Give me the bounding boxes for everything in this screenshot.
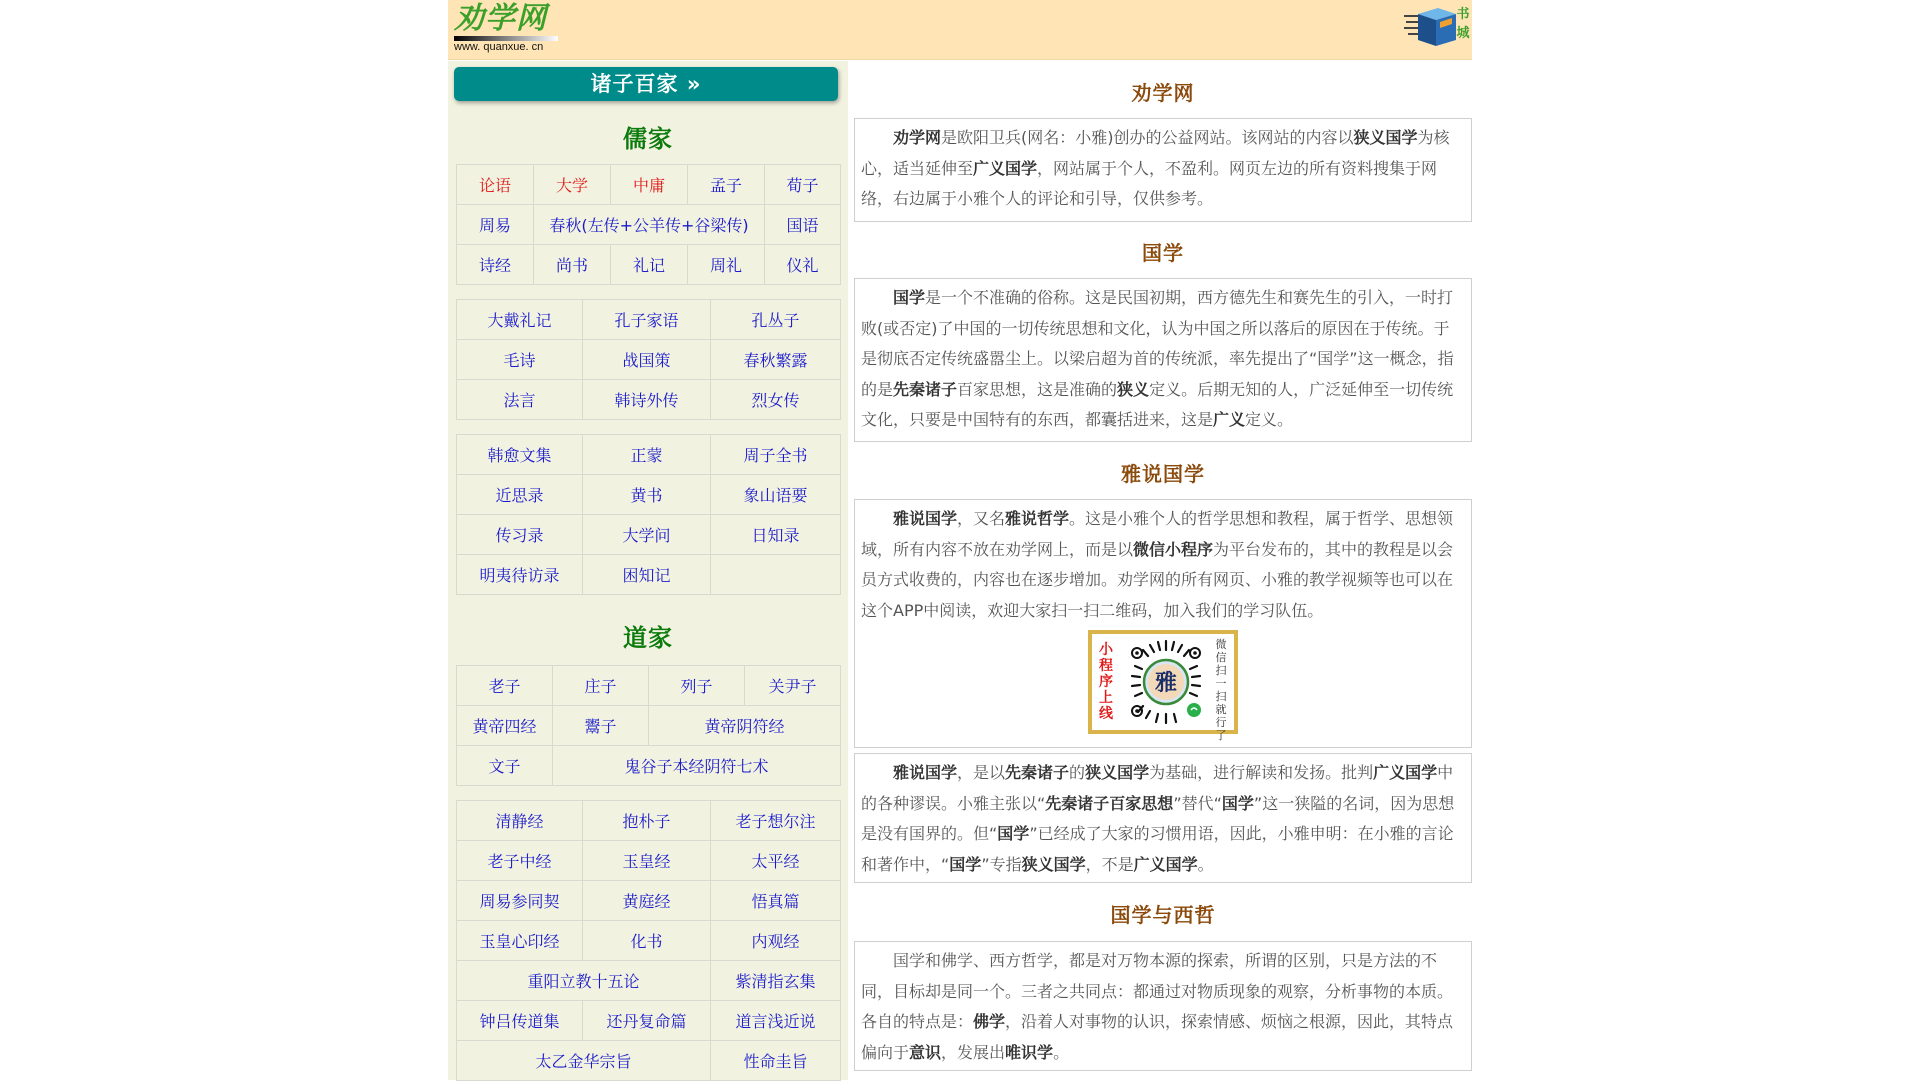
bold-term: 先秦诸子 [893,379,958,399]
link-wuzhenpian[interactable]: 悟真篇 [711,881,841,921]
bold-term: 唯识学 [1005,1042,1054,1062]
link-chongyanglijiao[interactable]: 重阳立教十五论 [457,961,711,1001]
link-lunyu[interactable]: 论语 [457,165,534,205]
bold-term: 先秦诸子百家思想 [1045,793,1174,813]
link-huangdisijing[interactable]: 黄帝四经 [457,706,553,746]
link-hanyuwenji[interactable]: 韩愈文集 [457,435,583,475]
link-chunqiufanlu[interactable]: 春秋繁露 [711,340,841,380]
section-title-guoxue: 国学 [1142,241,1184,265]
link-shangshu[interactable]: 尚书 [534,245,611,285]
bold-term: 狭义 [1117,379,1150,399]
link-maoshi[interactable]: 毛诗 [457,340,583,380]
section-box-guoxueyuxizhe [854,941,1472,1071]
link-fayan[interactable]: 法言 [457,380,583,420]
link-wenzi[interactable]: 文子 [457,746,553,786]
link-kongcongzi[interactable]: 孔丛子 [711,300,841,340]
link-mengzi[interactable]: 孟子 [688,165,765,205]
site-header [448,0,1472,60]
link-rizhilu[interactable]: 日知录 [711,515,841,555]
dao-table-2 [456,800,841,1081]
link-liji[interactable]: 礼记 [611,245,688,285]
link-zhouziquanshu[interactable]: 周子全书 [711,435,841,475]
bold-term: 微信小程序 [1133,539,1214,559]
section-box-yashuoguoxue [854,499,1472,748]
qr-container [861,626,1465,740]
link-xunzi[interactable]: 荀子 [765,165,841,205]
bold-term: 广义国学 [1373,763,1438,782]
link-zhouli[interactable]: 周礼 [688,245,765,285]
link-huandanfumingpian[interactable]: 还丹复命篇 [583,1001,711,1041]
section-title-yashuoguoxue: 雅说国学 [1121,462,1205,486]
link-kunzhiji[interactable]: 困知记 [583,555,711,595]
category-button-zhuzibaijia[interactable]: 诸子百家 » [454,67,838,101]
link-zhouyi[interactable]: 周易 [457,205,534,245]
dao-table-1 [456,665,841,786]
paragraph: 国学是一个不准确的俗称。这是民国初期，西方德先生和赛先生的引入，一时打败(或否定)了中国的一切传统思想和文化，认为中国之所以落后的原因在于传统。于是彻底否定传统盛嚣尘上。以梁启超为首的传统派，率先提出了“国学”这一概念，指的是先秦诸子百家思想，这是准确的狭义定义。后期无知的人，广泛延伸至一切传统文化，只要是中国特有的东西，都囊括进来，这是广义定义。 [861,288,1454,429]
link-huangtingjing[interactable]: 黄庭经 [583,881,711,921]
link-hanshiwaizhuan[interactable]: 韩诗外传 [583,380,711,420]
empty-cell [711,555,841,595]
bold-term: 广义国学 [973,158,1038,178]
link-zhonglvchuandaoji[interactable]: 钟吕传道集 [457,1001,583,1041]
book-shop-icon[interactable] [1402,4,1458,48]
section-box-yashuoguoxue-2 [854,753,1472,883]
link-zhengmeng[interactable]: 正蒙 [583,435,711,475]
bold-term: 狭义国学 [1021,854,1086,874]
link-chunqiu[interactable]: 春秋(左传+公羊传+谷梁传) [534,205,765,245]
logo-text: 劝学网 [454,1,547,36]
link-guanyinzi[interactable]: 关尹子 [745,666,841,706]
ru-table-3 [456,434,841,595]
link-yili[interactable]: 仪礼 [765,245,841,285]
link-yuhuangxinyinjing[interactable]: 玉皇心印经 [457,921,583,961]
bold-term: 雅说国学 [893,763,958,782]
link-jinsilu[interactable]: 近思录 [457,475,583,515]
qr-right-text: 微信扫一扫就行了 [1215,638,1227,742]
link-lienvzhuan[interactable]: 烈女传 [711,380,841,420]
link-daoyanqianjinshuo[interactable]: 道言浅近说 [711,1001,841,1041]
bold-term: 先秦诸子 [1005,763,1070,782]
section-box-guoxue [854,278,1472,442]
link-baopuzi[interactable]: 抱朴子 [583,801,711,841]
bold-term: 佛学 [973,1012,1006,1031]
link-daxue[interactable]: 大学 [534,165,611,205]
section-title-guoxueyuxizhe: 国学与西哲 [1110,903,1216,927]
paragraph: 国学和佛学、西方哲学，都是对万物本源的探索，所谓的区别，只是方法的不同，目标却是同一个。三者之共同点：都通过对物质现象的观察，分析事物的本质。各自的特点是：佛学，沿着人对事物的认识，探索情感、烦恼之根源，因此，其特点偏向于意识，发展出唯识学。 [861,951,1454,1062]
paragraph: 雅说国学，是以先秦诸子的狭义国学为基础，进行解读和发扬。批判广义国学中的各种谬误。小雅主张以“先秦诸子百家思想”替代“国学”这一狭隘的名词，因为思想是没有国界的。但“国学”已经成了大家的习惯用语，因此，小雅申明：在小雅的言论和著作中，“国学”专指狭义国学，不是广义国学。 [861,763,1455,874]
paragraph: 雅说国学，又名雅说哲学。这是小雅个人的哲学思想和教程，属于哲学、思想领域，所有内容不放在劝学网上，而是以微信小程序为平台发布的，其中的教程是以会员方式收费的，内容也在逐步增加。劝学网的所有网页、小雅的教学视频等也可以在这个APP中阅读，欢迎大家扫一扫二维码，加入我们的学习队伍。 [861,509,1454,620]
logo-url: www. quanxue. cn [454,41,544,53]
bold-term: 国学 [893,288,926,307]
link-neiguanjing[interactable]: 内观经 [711,921,841,961]
ru-table-1 [456,164,841,285]
link-xiangshanyuyao[interactable]: 象山语要 [711,475,841,515]
link-guoyu[interactable]: 国语 [765,205,841,245]
bold-term: 国学 [997,824,1030,843]
paragraph: 劝学网是欧阳卫兵(网名：小雅)创办的公益网站。该网站的内容以狭义国学为核心，适当延伸至广义国学，网站属于个人，不盈利。网页左边的所有资料搜集于网络，右边属于小雅个人的评论和引导，仅供参考。 [861,128,1450,208]
school-title-dao: 道家 [623,624,673,652]
link-zhongyong[interactable]: 中庸 [611,165,688,205]
link-huangshu[interactable]: 黄书 [583,475,711,515]
link-zhanguoce[interactable]: 战国策 [583,340,711,380]
link-zhouyicantongqi[interactable]: 周易参同契 [457,881,583,921]
bold-term: 国学 [1221,793,1254,813]
qr-left-text: 小程序上线 [1099,642,1113,722]
qr-center-char: 雅 [1154,671,1178,696]
link-laozixiangerzhu[interactable]: 老子想尔注 [711,801,841,841]
link-liezi[interactable]: 列子 [649,666,745,706]
bold-term: 意识 [909,1042,942,1062]
link-yuhuangjing[interactable]: 玉皇经 [583,841,711,881]
link-dadailiji[interactable]: 大戴礼记 [457,300,583,340]
bold-term: 狭义国学 [1085,763,1150,782]
link-daxuewen[interactable]: 大学问 [583,515,711,555]
bold-term: 广义国学 [1133,854,1198,874]
link-chuanxilu[interactable]: 传习录 [457,515,583,555]
link-xingmingguizhi[interactable]: 性命圭旨 [711,1041,841,1081]
bold-term: 国学 [949,854,982,874]
link-laozi[interactable]: 老子 [457,666,553,706]
shop-label[interactable]: 书城 [1456,7,1470,41]
page [448,0,1472,1080]
qr-code-icon [1122,638,1210,726]
link-qingjingjing[interactable]: 清静经 [457,801,583,841]
school-title-ru: 儒家 [623,125,673,153]
bold-term: 雅说国学 [893,509,958,528]
link-zhuangzi[interactable]: 庄子 [553,666,649,706]
link-huangdiyinfujing[interactable]: 黄帝阴符经 [649,706,841,746]
bold-term: 雅说哲学 [1005,509,1070,528]
ru-table-2 [456,299,841,420]
bold-term: 狭义国学 [1353,128,1418,147]
link-ziqingzhixuanji[interactable]: 紫清指玄集 [711,961,841,1001]
link-yuzi[interactable]: 鬻子 [553,706,649,746]
link-mingyidaifanglu[interactable]: 明夷待访录 [457,555,583,595]
link-huashu[interactable]: 化书 [583,921,711,961]
link-kongzijiayu[interactable]: 孔子家语 [583,300,711,340]
section-title-quanxuewang: 劝学网 [1131,81,1195,105]
link-guiguzi[interactable]: 鬼谷子本经阴符七术 [553,746,841,786]
link-taipingjing[interactable]: 太平经 [711,841,841,881]
sidebar [448,61,848,1080]
site-logo[interactable] [454,2,564,54]
link-laozizhongjing[interactable]: 老子中经 [457,841,583,881]
section-box-quanxuewang [854,118,1472,222]
bold-term: 劝学网 [893,128,942,147]
bold-term: 广义 [1213,410,1246,429]
link-taiyijinhuazongzhi[interactable]: 太乙金华宗旨 [457,1041,711,1081]
link-shijing[interactable]: 诗经 [457,245,534,285]
mini-program-qr[interactable] [1088,630,1238,742]
